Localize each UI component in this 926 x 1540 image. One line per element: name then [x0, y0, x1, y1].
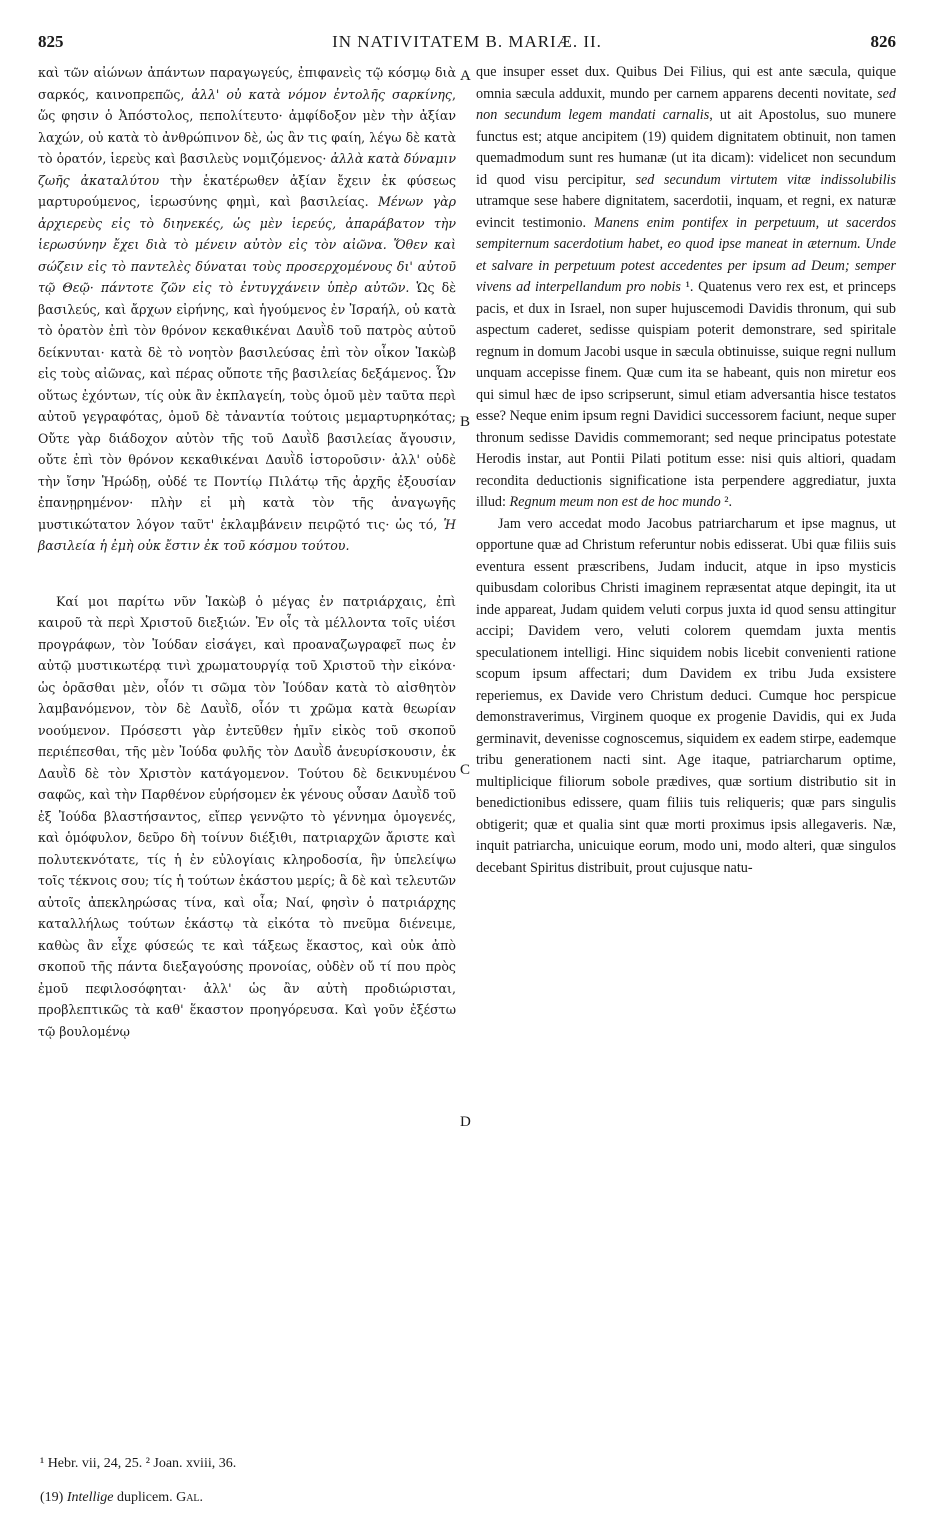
footnote-attribution: Gal. [176, 1490, 204, 1505]
greek-quote: ἀλλ' οὐ κατὰ νόμον ἐντολῆς σαρκίνης [191, 86, 452, 102]
margin-marker-c: C [460, 762, 471, 778]
latin-quote: sed secundum virtutem vitæ indissolubilis [635, 171, 896, 188]
greek-paragraph-2: Καί μοι παρίτω νῦν Ἰακὼβ ὁ μέγας ἐν πατριάρχαις, ἐπὶ καιροῦ τὰ περὶ Χριστοῦ διεξιών. Ἐν οἷς τὰ μέλλοντα τοῖς υἱέσι προγράφων, τὸν Ἰούδαν εἰσάγει, καὶ προαναζωγραφεῖ πως ἐν αὐτῷ μυστικωτέρᾳ τινὶ χρωματουργίᾳ τοῦ Χριστοῦ τὴν εἰκόνα· ὡς ὁρᾶσθαι μὲν, οἷόν τι σῶμα τὸν Ἰούδαν κατὰ τὸ αἰσθητὸν λαμβανόμενον, τὸν δὲ Δαυῒδ, οἷόν τι χρῶμα κατὰ θεωρίαν νοούμενον. Πρόσεστι γὰρ ἐντεῦθεν ἡμῖν εἰκὸς τοῦ σκοποῦ περιέπεσθαι, τῆς μὲν Ἰούδα φυλῆς τὸν Δαυῒδ ἀνευρίσκουσιν, ἐκ Δαυῒδ δὲ τὸν Χριστὸν κατάγομενον. Τούτου δὲ δεικνυμένου σαφῶς, καὶ τὴν Παρθένον εὑρήσομεν ἐκ γένους οὖσαν Δαυῒδ τοῦ ἐξ Ἰούδα βλαστήσαντος, εἴπερ γεννῷτο τὸ γέννημα ὁμογενές, καὶ ὁμόφυλον, δεῦρο δὴ τοίνυν διέξιθι, πατριαρχῶν ἄριστε καὶ πολυτεκνότατε, τίς ἡ ἐν εὐλογίαις κληροδοσία, ἣν ὑπελείψω τοῖς τέκνοις σου; τίς ἡ τούτων ἑκάστου μερίς; ἃ δὲ καὶ τελευτῶν αὐτοῖς ἀπεκληρώσας τίνα, καὶ οἷα; Ναί, φησὶν ὁ πατριάρχης καταλλήλως τούτων ἑκάστῳ τὰ εἰκότα τὸ πνεῦμα διένειμε, καθὼς ἂν εἶχε φύσεώς τε καὶ τάξεως ἕκαστος, καὶ οὐκ ἀπὸ σκοποῦ τῆς πάντα διεξαγούσης προνοίας, οὐδὲν οὔ τί που πρὸς ἐμοῦ πεφιλοσόφηται· ἀλλ' ὡς ἂν αὐτὴ προδιώρισται, προβλεπτικῶς τὰ καθ' ἕκαστον προηγόρευσα. Καὶ γοῦν ἐξέστω τῷ βουλομένῳ [38, 593, 456, 1039]
footnote-number: (19) [40, 1490, 67, 1505]
greek-paragraph-1 [38, 62, 456, 557]
footnote-references: ¹ Hebr. vii, 24, 25. ² Joan. xviii, 36. [40, 1456, 237, 1471]
latin-text: utramque sese habere dignitatem, sacerdotii, inquam, et regni, ex naturæ evincit testimonio. [476, 193, 896, 231]
greek-quote: ἀλλὰ κατὰ δύναμιν ζωῆς ἀκαταλύτου [38, 151, 456, 188]
page-header [38, 32, 896, 62]
latin-text: ¹. Quatenus vero rex est, et princeps pacis, et dux in Israel, non super hujuscemodi Davidis thronum, qui sub aspectum caderet, sedisse quispiam poterit demonstrare, sed spiritale regnum in domum Jacobi usque in sæcula obtinuisse, suique regni nullum unquam accepisse finem. Quæ cum ita se habeant, quis non miretur eos qui simul hæc de ipso scripserunt, simul etiam adversantia hisce testatos esse? Neque enim ipsum regni Davidici successorem faciunt, neque super thronum sedisse Davidis commemorant; sed neque principatus potestate Herodis instar, aut Pontii Pilati potitum esse: nisi quis altiori, quadam recondita deductionis significatione ista perpendere aggrediatur, juxta illud: [476, 279, 896, 510]
running-title: IN NATIVITATEM B. MARIÆ. II. [332, 32, 602, 51]
greek-quote: Ἡ βασιλεία ἡ ἐμὴ οὐκ ἔστιν ἐκ τοῦ κόσμου τούτου. [38, 516, 456, 553]
latin-text: ². [720, 494, 733, 510]
greek-text: τὴν ἑκατέρωθεν ἀξίαν ἔχειν ἐκ φύσεως μαρτυρούμενος, ἱερωσύνης φημὶ, καὶ βασιλείας. [38, 172, 457, 209]
margin-marker-b: B [460, 414, 471, 430]
latin-paragraph-1 [476, 62, 896, 514]
greek-text: Ὡς δὲ βασιλεύς, καὶ ἄρχων εἰρήνης, καὶ ἡγούμενος ἐν Ἰσραήλ, οὐ κατὰ τὸ ὁρατὸν ἐπὶ τὸν θρόνον κεκαθικέναι Δαυῒδ τοῦ πατρὸς αὐτοῦ δείκνυται· κατὰ δὲ τὸ νοητὸν βασιλεύσας ἐπὶ τὸν οἶκον Ἰακὼβ εἰς τοὺς αἰῶνας, καὶ πέρας οὔποτε τῆς βασιλείας δεξάμενος. Ὧν οὕτως ἐχόντων, τίς οὐκ ἂν ἐκπλαγείη, τοὺς ὁμοῦ μὲν ταῦτα περὶ αὐτοῦ γεγραφότας, ὁμοῦ δὲ τἀναντία τούτοις μεμαρτυρηκότας; Οὔτε γὰρ διάδοχον αὐτὸν τῆς τοῦ Δαυῒδ βασιλείας ἄγουσιν, οὔτε ἐπὶ τὸν θρόνον κεκαθικέναι Δαυῒδ ἱστοροῦσιν· ἀλλ' οὐδὲ τὴν ἴσην Ἡρώδῃ, οὐδέ τε Ποντίῳ Πιλάτῳ τῆς ἀρχῆς ἐξουσίαν ἐπανῃρημένον· πλὴν εἰ μὴ κατὰ τὸν τῆς ἀναγωγῆς μυστικώτατον λόγον ταῦτ' ἐκλαμβάνειν πειρῷτό τις· ὡς τό, [38, 280, 456, 532]
footnote-editor-note [40, 1490, 203, 1506]
latin-text: , ut ait Apostolus, suo munere functus est; atque ancipitem (19) quidem dignitatem obtinuit, non tamen quemadmodum sunt res humanæ (ut ita dicam): videlicet non secundum id quod visu percipitur, [476, 107, 896, 188]
latin-column [476, 62, 896, 879]
latin-paragraph-2: Jam vero accedat modo Jacobus patriarcharum et ipse magnus, ut opportune quæ ad Christum referuntur nobis edisserat. Ubi quæ filiis suis eventura essent præscribens, Judam inducit, atque in ipso mysticis quibusdam coloribus Christi imaginem repræsentat atque depingit, ita ut inde appareat, Judam quidem veluti corpus juxta id quod sensu attingitur accipi; Davidem vero, veluti colorem quemdam juxta mentis speculationem intelligi. Hinc siquidem nobis licebit convenienti ratione scopum ipsum affectari; dum Davidem ex tribu Juda exsistere reperiemus, ex Davide vero Christum deduci. Cumque hoc perspicue demonstraverimus, Virginem quoque ex progenie Davidis, qui ex Juda germinavit, devenisse cognoscemus, siquidem ex eadem stirpe, eademque tribu generationem nacti sint. Age itaque, patriarcharum optime, multiplicique filiorum sobole prædives, quæ sortium distributio sit in benedictionibus edissere, quam filiis tuis reliqueris; quæ pars singulis obtigerit; quæ et qualia sint quæ morti proximus ipsis allegaveris. Næ, inquit patriarcha, unicuique eorum, modo uni, modo alteri, quæ singulos decebant Spiritus distribuit, prout cujusque natu- [476, 515, 896, 876]
latin-quote: Manens enim pontifex in perpetuum, ut sacerdos sempiternum sacerdotium habet, eo quod ipse maneat in æternum. Unde et salvare in perpetuum potest accedentes per ipsum ad Deum; semper vivens ad interpellandum pro nobis [476, 214, 897, 295]
footnote-text: Intellige [66, 1490, 114, 1505]
latin-quote: Regnum meum non est de hoc mundo [509, 494, 721, 510]
page-number-right: 826 [870, 32, 896, 51]
margin-marker-d: D [460, 1114, 471, 1130]
greek-text: καὶ τῶν αἰώνων ἀπάντων παραγωγεύς, ἐπιφανεὶς τῷ κόσμῳ διὰ σαρκός, καινοπρεπῶς, [38, 65, 456, 102]
margin-marker-a: A [460, 68, 471, 84]
latin-quote: sed non secundum legem mandati carnalis [476, 85, 896, 123]
footnote-text: duplicem. [113, 1490, 177, 1505]
greek-quote: Μένων γὰρ ἀρχιερεὺς εἰς τὸ διηνεκές, ὡς μὲν ἱερεύς, ἀπαράβατον τὴν ἱερωσύνην ἔχει διὰ τὸ μένειν αὐτὸν εἰς τὸν αἰῶνα. Ὅθεν καὶ σώζειν εἰς τὸ παντελὲς δύναται τοὺς προσερχομένους δι' αὐτοῦ τῷ Θεῷ· πάντοτε ζῶν εἰς τὸ ἐντυγχάνειν ὑπὲρ αὐτῶν. [38, 194, 456, 295]
greek-text: , ὥς φησιν ὁ Ἀπόστολος, πεπολίτευτο· ἀμφίδοξον μὲν τὴν ἀξίαν λαχών, οὐ κατὰ τὸ ἀνθρώπινον δὲ, ὡς ἂν τις φαίη, λέγω δὲ κατὰ τὸ ὁρατόν, ἱερεὺς καὶ βασιλεὺς νομιζόμενος· [38, 86, 456, 166]
latin-text: que insuper esset dux. Quibus Dei Filius, qui est ante sæcula, quique omnia sæcula adduxit, mundo per carnem apparens decenti novitate, [476, 64, 896, 102]
greek-column [38, 62, 456, 1042]
page-number-left: 825 [38, 32, 64, 51]
